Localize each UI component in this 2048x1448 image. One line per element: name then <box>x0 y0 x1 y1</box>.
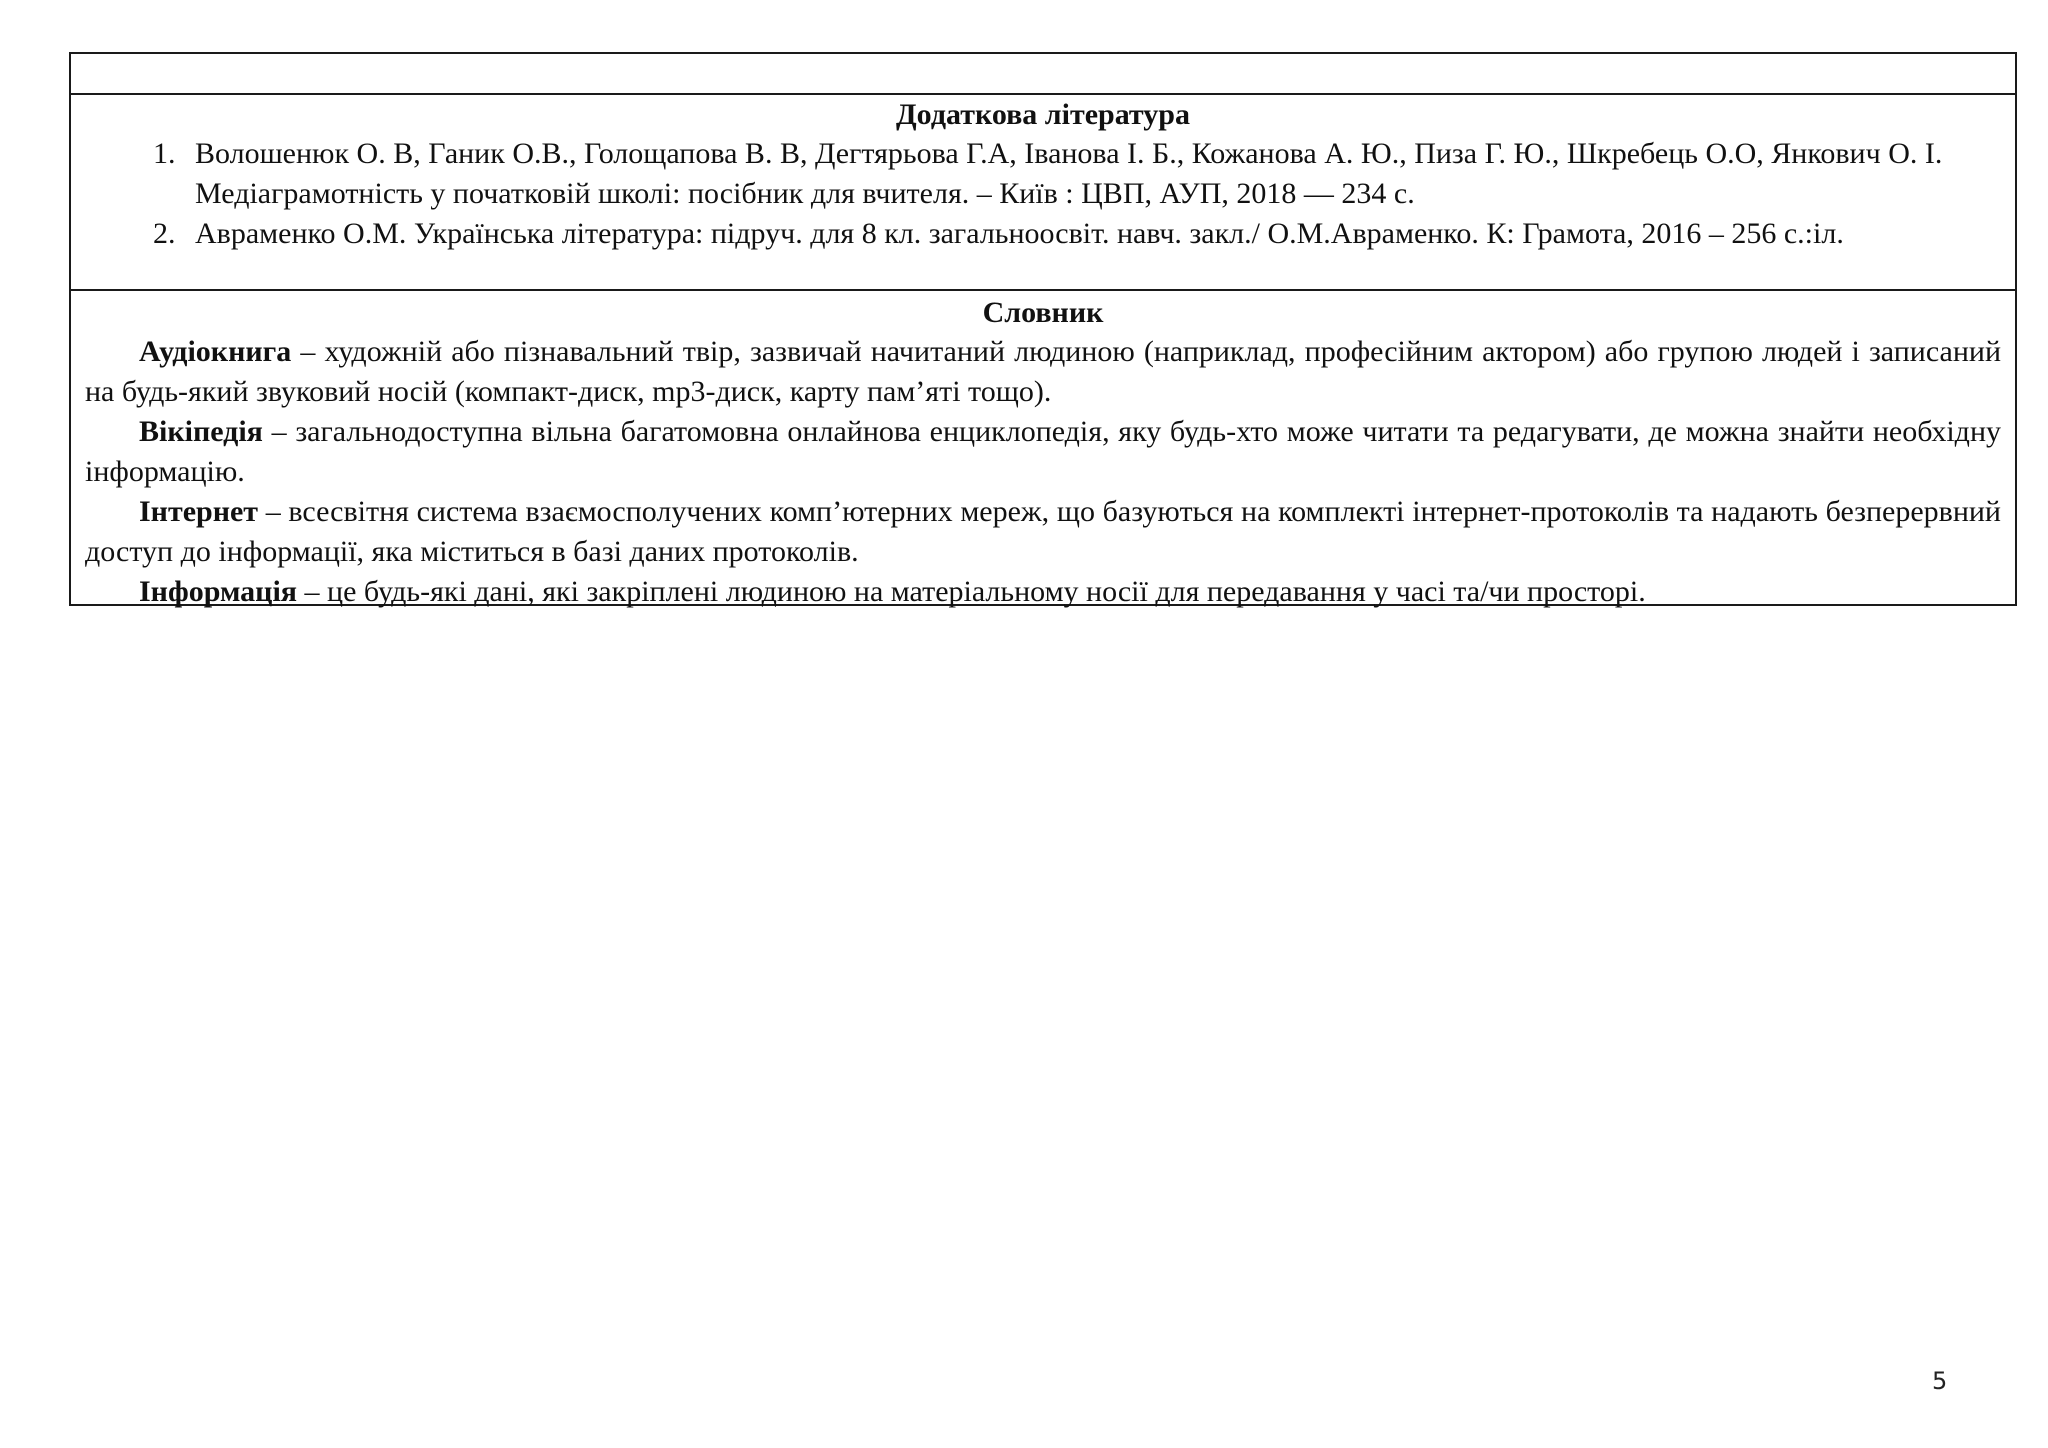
additional-literature-section <box>71 93 2015 289</box>
glossary-definition: – загальнодоступна вільна багатомовна онлайнова енциклопедія, яку будь-хто може читати та редагувати, де можна знайти необхідну інформацію. <box>85 415 2001 488</box>
glossary-entry-wikipedia <box>85 412 2001 492</box>
glossary-entry-information <box>85 572 2001 612</box>
glossary-section <box>71 289 2015 608</box>
additional-literature-heading: Додаткова література <box>896 98 1190 131</box>
glossary-definition: – це будь-які дані, які закріплені людиною на матеріальному носії для передавання у часі та/чи просторі. <box>297 575 1646 608</box>
glossary-entry-audiobook <box>85 332 2001 412</box>
reference-list <box>85 134 2001 254</box>
document-table <box>69 52 2017 606</box>
reference-item: 2. Авраменко О.М. Українська література: підруч. для 8 кл. загальноосвіт. навч. закл./ О.М.Авраменко. К: Грамота, 2016 – 256 с.:іл. <box>183 214 2001 254</box>
glossary-term: Вікіпедія <box>139 415 263 448</box>
reference-item: 1. Волошенюк О. В, Ганик О.В., Голощапова В. В, Дегтярьова Г.А, Іванова І. Б., Кожанова А. Ю., Пиза Г. Ю., Шкребець О.О, Янкович О. І. Медіаграмотність у початковій школі: посібник для вчителя. – Київ : ЦВП, АУП, 2018 — 234 с. <box>183 134 2001 214</box>
empty-table-row <box>71 54 2015 93</box>
glossary-term: Аудіокнига <box>139 335 292 368</box>
glossary-term: Інтернет <box>139 495 259 528</box>
glossary-term: Інформація <box>139 575 298 608</box>
glossary-entry-internet <box>85 492 2001 572</box>
glossary-definition: – всесвітня система взаємосполучених комп’ютерних мереж, що базуються на комплекті інтернет-протоколів та надають безперервний доступ до інформації, яка міститься в базі даних протоколів. <box>85 495 2001 568</box>
page-number: 5 <box>1932 1367 1948 1395</box>
glossary-heading: Словник <box>982 296 1104 329</box>
glossary-definition: – художній або пізнавальний твір, зазвичай начитаний людиною (наприклад, професійним актором) або групою людей і записаний на будь-який звуковий носій (компакт-диск, mp3-диск, карту пам’яті тощо). <box>85 335 2001 408</box>
